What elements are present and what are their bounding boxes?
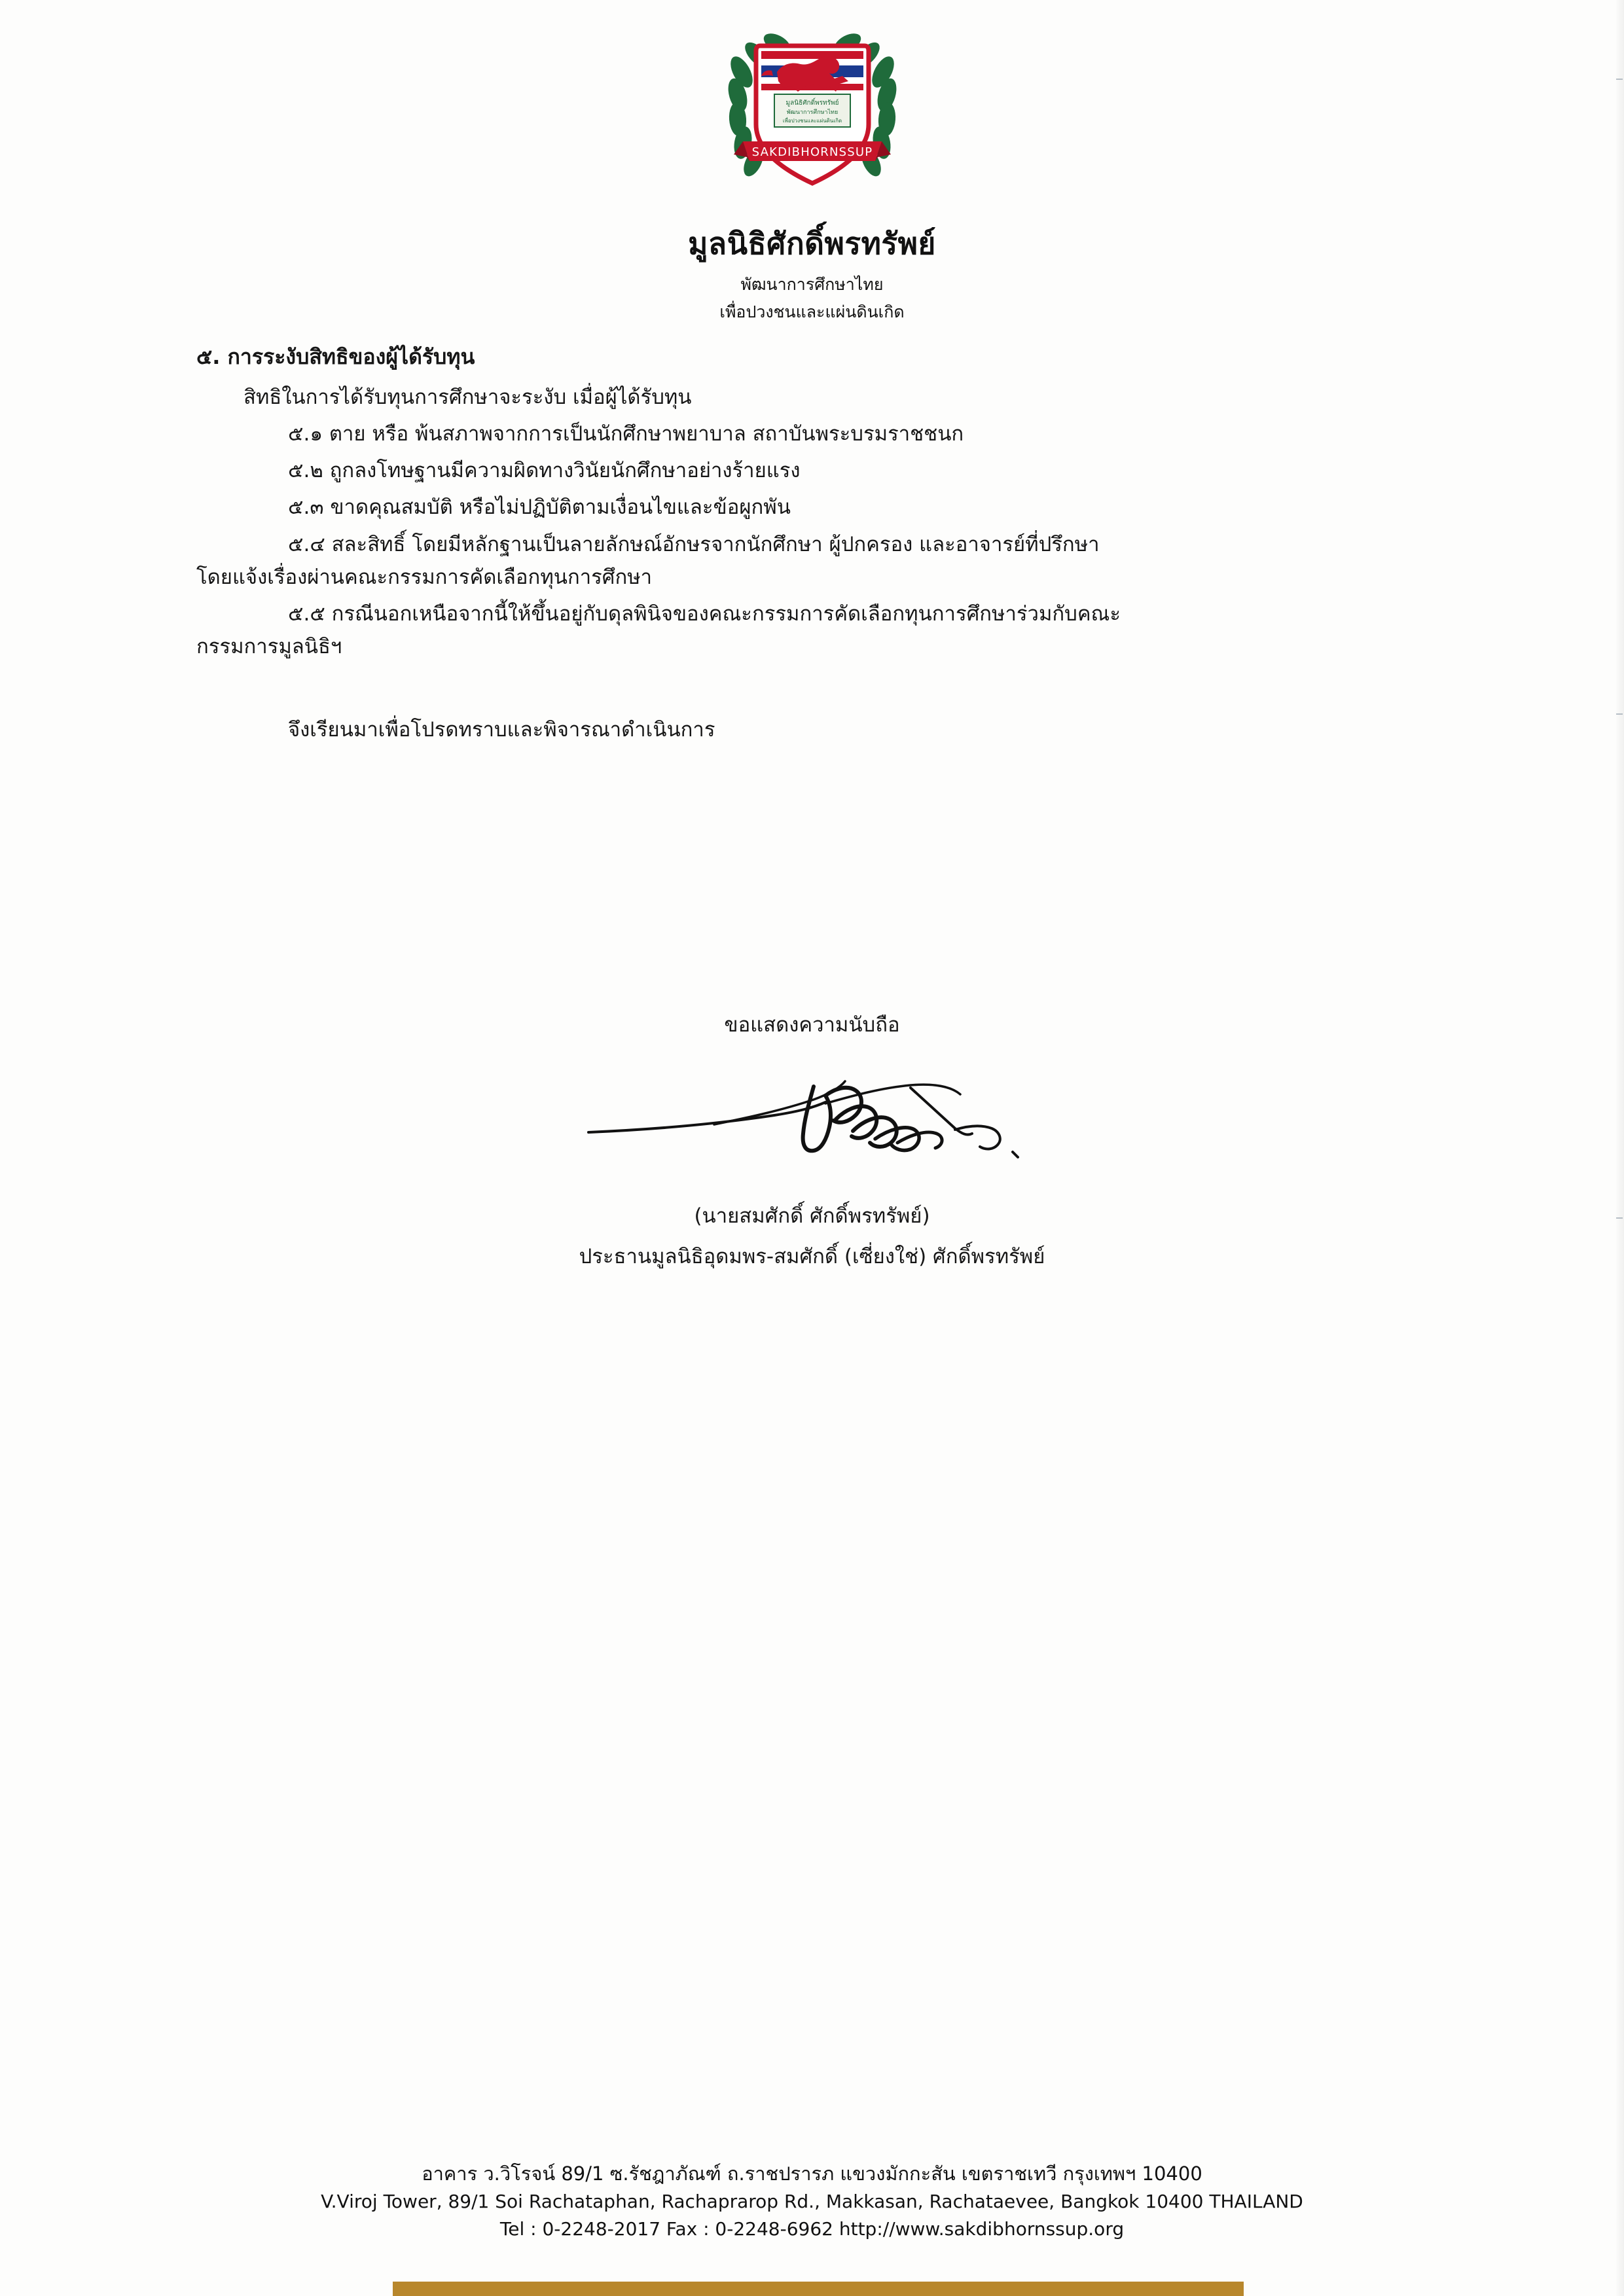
list-item: ๕.๑ ตาย หรือ พ้นสภาพจากการเป็นนักศึกษาพยาบาล สถาบันพระบรมราชชนก: [288, 422, 964, 446]
regards-line: ขอแสดงความนับถือ: [724, 1013, 900, 1037]
scan-artifact: [1616, 1217, 1623, 1219]
letterhead: [0, 26, 1624, 325]
handwritten-signature-icon: [518, 1047, 1107, 1198]
footer-address-thai: อาคาร ว.วิโรจน์ 89/1 ซ.รัชฎาภัณฑ์ ถ.ราชปรารภ แขวงมักกะสัน เขตราชเทวี กรุงเทพฯ 10400: [422, 2162, 1202, 2185]
list-item: ๕.๒ ถูกลงโทษฐานมีความผิดทางวินัยนักศึกษาอย่างร้ายแรง: [288, 459, 801, 483]
document-body: [196, 340, 1453, 750]
scan-artifact: [1616, 79, 1623, 80]
scan-artifact: [1616, 713, 1623, 715]
crest-motto-text: SAKDIBHORNSSUP: [751, 145, 873, 159]
footer-contact: Tel : 0-2248-2017 Fax : 0-2248-6962 http://www.sakdibhornssup.org: [499, 2218, 1125, 2240]
signer-title: ประธานมูลนิธิอุดมพร-สมศักดิ์ (เซี่ยงใช่) ศักดิ์พรทรัพย์: [579, 1245, 1045, 1268]
lead-paragraph: สิทธิในการได้รับทุนการศึกษาจะระงับ เมื่อผู้ได้รับทุน: [244, 385, 692, 409]
list-item-line: ๕.๔ สละสิทธิ์ โดยมีหลักฐานเป็นลายลักษณ์อักษรจากนักศึกษา ผู้ปกครอง และอาจารย์ที่ปรึกษา: [288, 532, 1100, 556]
organization-name: มูลนิธิศักดิ์พรทรัพย์: [688, 226, 936, 261]
foundation-crest-logo: [714, 26, 911, 216]
crest-inner-line2: พัฒนาการศึกษาไทย: [786, 109, 838, 116]
list-item-line-wrap: กรรมการมูลนิธิฯ: [196, 635, 342, 659]
section-heading: ๕. การระงับสิทธิของผู้ได้รับทุน: [196, 344, 475, 369]
scan-edge-shadow: [1615, 0, 1624, 2296]
list-item-line: ๕.๕ กรณีนอกเหนือจากนี้ให้ขึ้นอยู่กับดุลพินิจของคณะกรรมการคัดเลือกทุนการศึกษาร่วมกับคณะ: [288, 602, 1121, 626]
signer-name: (นายสมศักดิ์ ศักดิ์พรทรัพย์): [694, 1204, 930, 1228]
closing-paragraph: จึงเรียนมาเพื่อโปรดทราบและพิจารณาดำเนินการ: [288, 717, 715, 742]
footer-accent-bar: [393, 2282, 1244, 2296]
list-item: ๕.๓ ขาดคุณสมบัติ หรือไม่ปฏิบัติตามเงื่อนไขและข้อผูกพัน: [288, 495, 791, 520]
crest-inner-line3: เพื่อปวงชนและแผ่นดินเกิด: [782, 118, 842, 124]
organization-tagline-1: พัฒนาการศึกษาไทย: [740, 275, 884, 294]
footer-address-english: V.Viroj Tower, 89/1 Soi Rachataphan, Rachaprarop Rd., Makkasan, Rachataevee, Bangkok 10400 THAILAND: [321, 2190, 1303, 2212]
crest-inner-line1: มูลนิธิศักดิ์พรทรัพย์: [785, 99, 839, 107]
footer: [0, 2159, 1624, 2244]
list-item: [196, 528, 1453, 594]
signature-block: [0, 1008, 1624, 1272]
list-item-line-wrap: โดยแจ้งเรื่องผ่านคณะกรรมการคัดเลือกทุนการศึกษา: [196, 565, 653, 589]
list-item: [196, 598, 1453, 663]
organization-tagline-2: เพื่อปวงชนและแผ่นดินเกิด: [719, 302, 905, 321]
